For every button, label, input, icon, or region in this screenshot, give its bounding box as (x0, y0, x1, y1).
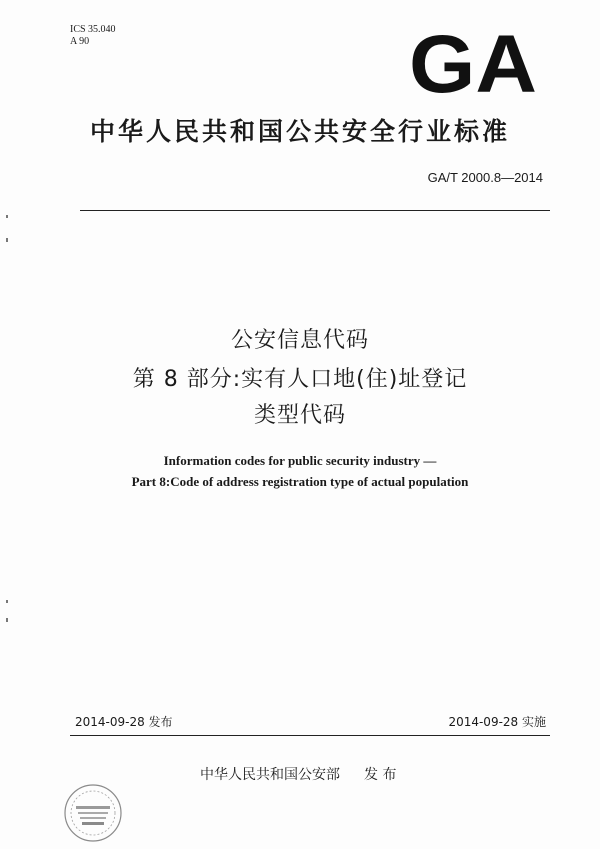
title-cn-line-1: 公安信息代码 (230, 328, 369, 353)
scan-mark (6, 238, 8, 242)
issuer-line (200, 764, 396, 784)
title-cn-line-3: 类型代码 (253, 403, 346, 428)
ga-logo (408, 26, 538, 98)
org-title: 中华人民共和国公共安全行业标准 (89, 117, 510, 146)
issuer-action: 发 布 (364, 767, 397, 783)
title-en-line-1: Information codes for public security industry — (163, 453, 437, 468)
scan-mark (6, 600, 8, 603)
issue-date: 2014-09-28 发布 (75, 715, 173, 729)
standard-number: GA/T 2000.8—2014 (427, 170, 543, 185)
top-divider (80, 210, 550, 211)
ics-code: ICS 35.040 (70, 24, 116, 35)
ga-logo-text: GA (409, 26, 537, 98)
ics-block (70, 24, 116, 48)
implementation-date: 2014-09-28 实施 (448, 715, 546, 729)
distributor-stamp (62, 782, 124, 844)
title-en-line-2: Part 8:Code of address registration type of actual population (131, 474, 469, 489)
scan-mark (6, 215, 8, 218)
title-cn-line-2: 第 8 部分:实有人口地(住)址登记 (132, 367, 468, 392)
scan-mark (6, 618, 8, 622)
issuer-name: 中华人民共和国公安部 (200, 767, 340, 783)
classification-code: A 90 (70, 36, 90, 47)
bottom-divider (70, 735, 550, 736)
